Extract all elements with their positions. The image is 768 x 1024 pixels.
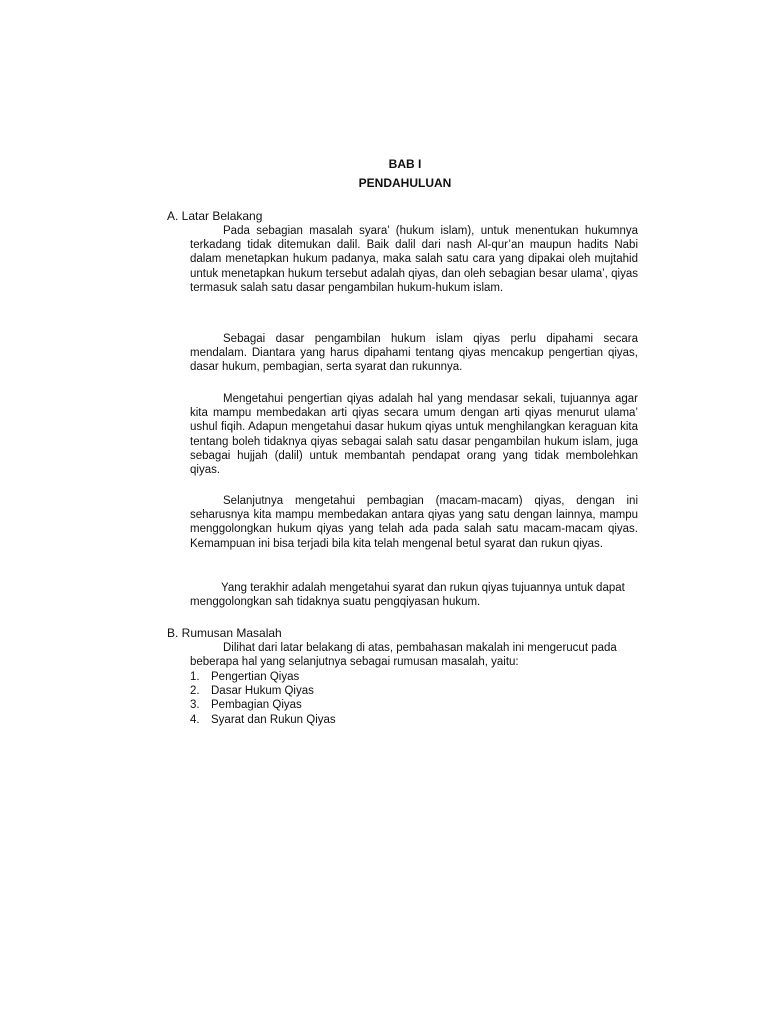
paragraph-latar-5: Yang terakhir adalah mengetahui syarat dan rukun qiyas tujuannya untuk dapat menggolongkan sah tidaknya suatu pengqiyasan hukum. bbox=[190, 582, 625, 609]
paragraph-latar-3: Mengetahui pengertian qiyas adalah hal yang mendasar sekali, tujuannya agar kita mampu membedakan arti qiyas secara umum dengan arti qiyas menurut ulama’ ushul fiqih. Adapun mengetahui dasar hukum qiyas untuk menghilangkan keraguan kita tentang boleh tidaknya qiyas sebagai salah satu dasar pengambilan hukum islam, juga sebagai hujjah (dalil) untuk membantah pendapat orang yang tidak membolehkan qiyas. bbox=[190, 393, 638, 477]
list-item-text: Pengertian Qiyas bbox=[211, 671, 300, 683]
list-item-number: 1. bbox=[190, 671, 200, 683]
list-item-text: Dasar Hukum Qiyas bbox=[211, 685, 314, 698]
rumusan-list bbox=[190, 670, 336, 727]
section-a-title: A. Latar Belakang bbox=[167, 209, 263, 223]
list-item bbox=[190, 670, 336, 684]
paragraph-rumusan-intro: Dilihat dari latar belakang di atas, pembahasan makalah ini mengerucut pada beberapa hal yang selanjutnya sebagai rumusan masalah, yaitu: bbox=[190, 642, 617, 669]
list-item-number: 2. bbox=[190, 685, 200, 698]
list-item bbox=[190, 698, 336, 712]
list-item bbox=[190, 713, 336, 727]
chapter-number: BAB I bbox=[388, 157, 422, 171]
list-item-number: 3. bbox=[190, 699, 200, 712]
paragraph-latar-1: Pada sebagian masalah syara’ (hukum islam), untuk menentukan hukumnya terkadang tidak ditemukan dalil. Baik dalil dari nash Al-qur’an maupun hadits Nabi dalam menetapkan hukum padanya, maka salah satu cara yang dipakai oleh mujtahid untuk menetapkan hukum tersebut adalah qiyas, dan oleh sebagian besar ulama’, qiyas termasuk salah satu dasar pengambilan hukum-hukum islam. bbox=[190, 225, 638, 294]
paragraph-latar-4: Selanjutnya mengetahui pembagian (macam-macam) qiyas, dengan ini seharusnya kita mampu membedakan antara qiyas yang satu dengan lainnya, mampu menggolongkan hukum qiyas yang telah ada pada salah satu macam-macam qiyas. Kemampuan ini bisa terjadi bila kita telah mengenal betul syarat dan rukun qiyas. bbox=[190, 495, 638, 550]
paragraph-latar-2: Sebagai dasar pengambilan hukum islam qiyas perlu dipahami secara mendalam. Diantara yang harus dipahami tentang qiyas mencakup pengertian qiyas, dasar hukum, pembagian, serta syarat dan rukunnya. bbox=[190, 333, 638, 374]
section-b-title: B. Rumusan Masalah bbox=[167, 626, 282, 640]
list-item-text: Pembagian Qiyas bbox=[211, 699, 302, 712]
list-item-text: Syarat dan Rukun Qiyas bbox=[211, 713, 336, 726]
list-item bbox=[190, 684, 336, 698]
list-item-number: 4. bbox=[190, 713, 200, 726]
chapter-title: PENDAHULUAN bbox=[358, 176, 452, 190]
